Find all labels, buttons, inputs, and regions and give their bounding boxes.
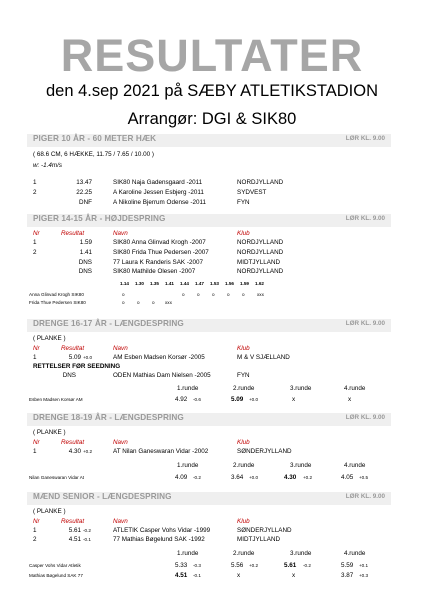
attempt-wind: +0.0 (249, 397, 259, 402)
attempt-wind: +0.0 (249, 475, 259, 480)
round-header: 4.runde (344, 462, 366, 469)
attempt-mark: o (122, 292, 125, 297)
round-header: 4.runde (344, 385, 366, 392)
col-result: Resultat (61, 230, 85, 237)
attempt-mark: o (227, 292, 230, 297)
attempt-mark: o (197, 292, 200, 297)
result: 1.41 (79, 249, 92, 256)
athlete-name: ATLETIK Casper Vohs Vidar -1999 (113, 527, 211, 534)
rank: 1 (33, 527, 37, 534)
height: 1.56 (225, 281, 234, 286)
wind-reading: w: -1.4m/s (33, 162, 63, 169)
wind: +0.2 (83, 449, 93, 454)
height: 1.59 (240, 281, 249, 286)
attempt: 4.09 (175, 474, 188, 481)
club: FYN (237, 199, 250, 206)
event-header (27, 492, 391, 505)
height: 1.35 (150, 281, 159, 286)
attempt-mark: xxx (165, 300, 172, 305)
attempt: 5.56 (231, 562, 244, 569)
club: SYDVEST (237, 189, 267, 196)
event-header (27, 214, 391, 227)
round-header: 1.runde (177, 385, 199, 392)
round-header: 3.runde (290, 462, 312, 469)
event-header (27, 134, 391, 147)
seeding-label: RETTELSER FØR SEEDNING (33, 363, 121, 370)
col-nr: Nr (33, 230, 40, 237)
col-name: Navn (113, 439, 128, 446)
event-title: PIGER 10 ÅR - 60 METER HÆK (33, 134, 157, 143)
result: 1.59 (79, 239, 92, 246)
athlete-name: AM Esben Madsen Korsør -2005 (113, 354, 205, 361)
result: 5.09 (68, 354, 81, 361)
attempt-wind: +0.5 (359, 475, 369, 480)
attempt: x (292, 572, 296, 579)
attempt: 3.64 (231, 474, 244, 481)
attempt-mark: o (137, 300, 140, 305)
round-header: 2.runde (233, 462, 255, 469)
athlete-name: Nilan Ganeswaran Vidar At (29, 475, 85, 480)
club: SØNDERJYLLAND (237, 448, 292, 455)
rank: 1 (33, 354, 37, 361)
round-header: 3.runde (290, 385, 312, 392)
round-header: 2.runde (233, 385, 255, 392)
round-header: 1.runde (177, 550, 199, 557)
col-club: Klub (237, 230, 250, 237)
height: 1.44 (180, 281, 189, 286)
attempt: 3.87 (341, 572, 354, 579)
col-nr: Nr (33, 345, 40, 352)
event-title: DRENGE 18-19 ÅR - LÆNGDESPRING (33, 413, 184, 422)
event-header (27, 319, 391, 332)
rank: 2 (33, 249, 37, 256)
attempt-wind: +0.2 (249, 563, 259, 568)
rank: 2 (33, 189, 37, 196)
athlete-name: SIK80 Anna Glinvad Krogh -2007 (113, 239, 206, 246)
athlete-name: 77 Laura K Randeris SAK -2007 (113, 259, 203, 266)
attempt-wind: -0.2 (303, 563, 311, 568)
col-result: Resultat (61, 345, 85, 352)
col-name: Navn (113, 230, 128, 237)
attempt-wind: -0.3 (193, 563, 201, 568)
height: 1.30 (135, 281, 144, 286)
athlete-name: Mathias Bøgelund SAK 77 (29, 573, 83, 578)
col-result: Resultat (61, 439, 85, 446)
attempt-wind: -0.2 (193, 475, 201, 480)
attempt-wind: -0.6 (193, 397, 201, 402)
club: M & V SJÆLLAND (237, 354, 290, 361)
event-title: PIGER 14-15 ÅR - HØJDESPRING (33, 214, 166, 223)
attempt-mark: o (212, 292, 215, 297)
col-name: Navn (113, 518, 128, 525)
col-club: Klub (237, 518, 250, 525)
attempt: 5.33 (175, 562, 188, 569)
event-info: ( PLANKE ) (33, 335, 66, 342)
attempt: 4.30 (284, 474, 297, 481)
attempt-mark: xxx (257, 292, 264, 297)
event-info: ( PLANKE ) (33, 429, 66, 436)
wind: -0.1 (83, 537, 91, 542)
athlete-name: SIK80 Mathilde Olesen -2007 (113, 268, 196, 275)
attempt: 4.92 (175, 396, 188, 403)
club: MIDTJYLLAND (237, 259, 281, 266)
athlete-name: ODEN Mathias Dam Nielsen -2005 (113, 372, 211, 379)
height: 1.41 (165, 281, 174, 286)
rank: 1 (33, 179, 37, 186)
club: NORDJYLLAND (237, 249, 284, 256)
round-header: 2.runde (233, 550, 255, 557)
col-name: Navn (113, 345, 128, 352)
result: DNF (79, 199, 92, 206)
attempt-mark: o (242, 292, 245, 297)
athlete-name: AT Nilan Ganeswaran Vidar -2002 (113, 448, 209, 455)
event-time: LØR KL. 9.00 (345, 215, 385, 222)
rank: 2 (33, 536, 37, 543)
athlete-name: A Karoline Jessen Esbjerg -2011 (113, 189, 204, 196)
attempt: 4.05 (341, 474, 354, 481)
col-nr: Nr (33, 439, 40, 446)
attempt-wind: +0.2 (303, 475, 313, 480)
result: 22.25 (76, 189, 92, 196)
club: MIDTJYLLAND (237, 536, 281, 543)
event-time: LØR KL. 9.00 (345, 320, 385, 327)
round-header: 4.runde (344, 550, 366, 557)
athlete-name: Casper Vohs Vidar Atletik (29, 563, 81, 568)
col-club: Klub (237, 345, 250, 352)
result: DNS (78, 259, 92, 266)
round-header: 1.runde (177, 462, 199, 469)
col-nr: Nr (33, 518, 40, 525)
organizer-line: Arrangør: DGI & SIK80 (127, 110, 297, 128)
col-result: Resultat (61, 518, 85, 525)
club: NORDJYLLAND (237, 179, 284, 186)
attempt-wind: +0.3 (359, 573, 369, 578)
athlete-name: SIK80 Naja Gadensgaard -2011 (113, 179, 203, 186)
height: 1.47 (195, 281, 204, 286)
athlete-name: A Nikoline Bjerrum Odense -2011 (113, 199, 206, 206)
attempt: 5.59 (341, 562, 354, 569)
attempt: x (292, 396, 296, 403)
athlete-name: Esben Madsen Korsør AM (29, 397, 83, 402)
attempt: x (237, 572, 241, 579)
attempt: 5.09 (231, 396, 244, 403)
attempt: x (348, 396, 352, 403)
club: NORDJYLLAND (237, 268, 284, 275)
athlete-name: SIK80 Frida Thue Pedersen -2007 (113, 249, 209, 256)
club: SØNDERJYLLAND (237, 527, 292, 534)
page-title: RESULTATER (60, 30, 364, 81)
result: 4.30 (68, 448, 81, 455)
result: 5.61 (68, 527, 81, 534)
event-time: LØR KL. 9.00 (345, 135, 385, 142)
club: FYN (237, 372, 250, 379)
height: 1.62 (255, 281, 264, 286)
col-club: Klub (237, 439, 250, 446)
rank: 1 (33, 239, 37, 246)
height: 1.53 (210, 281, 219, 286)
height: 1.14 (120, 281, 129, 286)
wind: +0.0 (83, 355, 93, 360)
event-time: LØR KL. 9.00 (345, 414, 385, 421)
attempt-mark: o (122, 300, 125, 305)
athlete-name: Anna Glinvad Krogh SIK80 (29, 292, 84, 297)
attempt: 4.51 (175, 572, 188, 579)
page-subtitle: den 4.sep 2021 på SÆBY ATLETIKSTADION (45, 82, 378, 100)
event-info: ( 68.6 CM, 6 HÆKKE, 11.75 / 7.65 / 10.00 ) (33, 151, 154, 158)
attempt-mark: o (152, 300, 155, 305)
wind: -0.2 (83, 528, 91, 533)
event-title: MÆND SENIOR - LÆNGDESPRING (33, 492, 172, 501)
athlete-name: Frida Thue Pedersen SIK80 (29, 300, 86, 305)
event-title: DRENGE 16-17 ÅR - LÆNGDESPRING (33, 319, 184, 328)
round-header: 3.runde (290, 550, 312, 557)
result: DNS (78, 268, 92, 275)
rank: 1 (33, 448, 37, 455)
result: 13.47 (76, 179, 92, 186)
event-time: LØR KL. 9.00 (345, 493, 385, 500)
attempt-wind: +0.1 (359, 563, 369, 568)
event-header (27, 413, 391, 426)
attempt-wind: -0.1 (193, 573, 201, 578)
result: 4.51 (68, 536, 81, 543)
club: NORDJYLLAND (237, 239, 284, 246)
result: DNS (62, 372, 76, 379)
athlete-name: 77 Mathias Bøgelund SAK -1992 (113, 536, 205, 543)
attempt-mark: o (182, 292, 185, 297)
event-info: ( PLANKE ) (33, 508, 66, 515)
attempt: 5.61 (284, 562, 297, 569)
